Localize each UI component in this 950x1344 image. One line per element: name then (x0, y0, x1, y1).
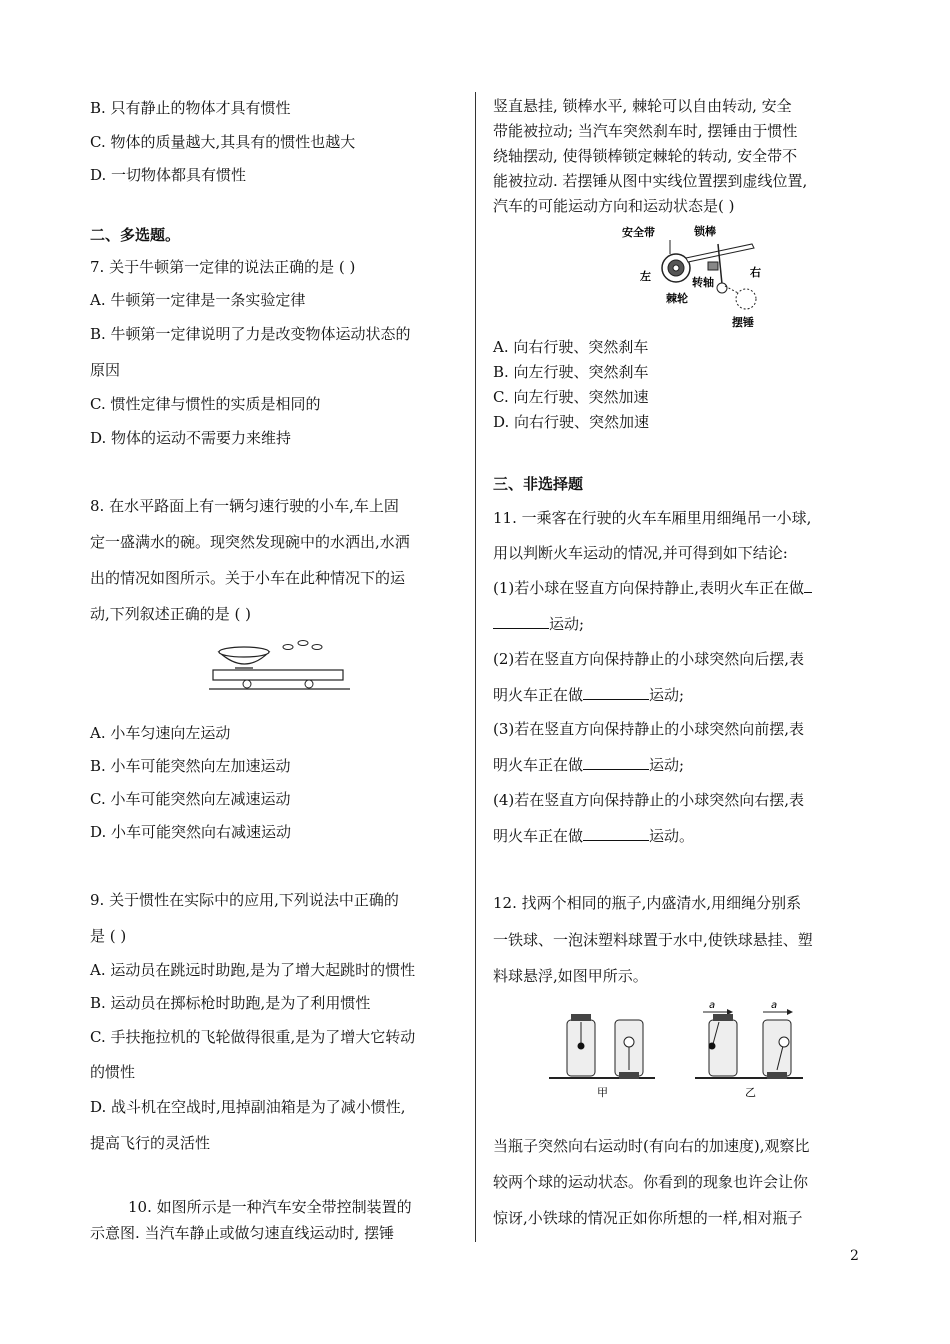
q8-stem-line2: 定一盛满水的碗。现突然发现碗中的水洒出,水洒 (90, 533, 410, 551)
q10-option-c: C. 向左行驶、突然加速 (493, 388, 649, 406)
q8-stem-line4: 动,下列叙述正确的是 ( ) (90, 605, 252, 623)
q8-stem-line1: 8. 在水平路面上有一辆匀速行驶的小车,车上固 (90, 497, 399, 515)
page-number: 2 (850, 1248, 859, 1264)
label-lock: 锁棒 (694, 225, 716, 238)
q11-blank4[interactable] (583, 826, 649, 841)
q8-option-c: C. 小车可能突然向左减速运动 (90, 790, 291, 808)
q12-text-line5: 较两个球的运动状态。你看到的现象也许会让你 (493, 1173, 809, 1191)
q12-stem-line3: 料球悬浮,如图甲所示。 (493, 967, 648, 985)
q9-stem-line1: 9. 关于惯性在实际中的应用,下列说法中正确的 (90, 891, 399, 909)
q8-stem-line3: 出的情况如图所示。关于小车在此种情况下的运 (90, 569, 406, 587)
q7-option-b-cont: 原因 (90, 361, 121, 379)
q8-option-d: D. 小车可能突然向右减速运动 (90, 823, 292, 841)
q6-option-b: B. 只有静止的物体才具有惯性 (90, 99, 291, 117)
q11-part1 (493, 578, 812, 598)
q10-stem-line2: 示意图. 当汽车静止或做匀速直线运动时, 摆锤 (90, 1224, 395, 1242)
q6-option-d: D. 一切物体都具有惯性 (90, 166, 247, 184)
q11-part4-cont (493, 826, 694, 846)
q11-part3: (3)若在竖直方向保持静止的小球突然向前摆,表 (493, 720, 805, 738)
q8-option-a: A. 小车匀速向左运动 (90, 724, 231, 742)
q11-part3-suffix: 运动; (649, 756, 685, 774)
q7-option-a: A. 牛顿第一定律是一条实验定律 (90, 291, 306, 309)
label-jia: 甲 (597, 1086, 608, 1099)
q11-part4-prefix: 明火车正在做 (493, 827, 584, 845)
q7-stem: 7. 关于牛顿第一定律的说法正确的是 ( ) (90, 258, 356, 276)
label-belt: 安全带 (622, 226, 655, 239)
q12-text-line4: 当瓶子突然向右运动时(有向右的加速度),观察比 (493, 1137, 810, 1155)
q10-option-d: D. 向右行驶、突然加速 (493, 413, 650, 431)
q9-option-d-cont: 提高飞行的灵活性 (90, 1134, 211, 1152)
q10-cont-line3: 绕轴摆动, 使得锁棒锁定棘轮的转动, 安全带不 (493, 147, 798, 165)
q8-option-b: B. 小车可能突然向左加速运动 (90, 757, 291, 775)
label-a-2: a (771, 1000, 778, 1011)
q11-part2-cont (493, 685, 684, 705)
q11-blank3[interactable] (583, 755, 649, 770)
q11-part3-cont (493, 755, 684, 775)
q9-option-d: D. 战斗机在空战时,甩掉副油箱是为了减小惯性, (90, 1098, 406, 1116)
q11-part1-suffix: 运动; (549, 615, 585, 633)
q10-cont-line4: 能被拉动. 若摆锤从图中实线位置摆到虚线位置, (493, 172, 808, 190)
label-left: 左 (640, 270, 651, 283)
q7-option-c: C. 惯性定律与惯性的实质是相同的 (90, 395, 321, 413)
q6-option-c: C. 物体的质量越大,其具有的惯性也越大 (90, 133, 356, 151)
q9-option-c-cont: 的惯性 (90, 1063, 136, 1081)
q11-stem-line1: 11. 一乘客在行驶的火车车厢里用细绳吊一小球, (493, 509, 812, 527)
q10-option-a: A. 向右行驶、突然刹车 (493, 338, 649, 356)
q11-part1-cont (493, 614, 584, 634)
q10-cont-line1: 竖直悬挂, 锁棒水平, 棘轮可以自由转动, 安全 (493, 97, 792, 115)
q10-cont-line5: 汽车的可能运动方向和运动状态是( ) (493, 197, 735, 215)
section-3-heading: 三、非选择题 (493, 475, 584, 493)
q7-option-d: D. 物体的运动不需要力来维持 (90, 429, 292, 447)
q11-part2-suffix: 运动; (649, 686, 685, 704)
q11-blank1[interactable] (493, 614, 549, 629)
q11-part2-prefix: 明火车正在做 (493, 686, 584, 704)
q11-part4: (4)若在竖直方向保持静止的小球突然向右摆,表 (493, 791, 805, 809)
label-right: 右 (750, 266, 761, 279)
q10-cont-line2: 带能被拉动; 当汽车突然刹车时, 摆锤由于惯性 (493, 122, 798, 140)
q12-stem-line2: 一铁球、一泡沫塑料球置于水中,使铁球悬挂、塑 (493, 931, 813, 949)
q10-stem-line1: 10. 如图所示是一种汽车安全带控制装置的 (128, 1198, 412, 1216)
q11-blank2[interactable] (583, 685, 649, 700)
q11-part1-text: (1)若小球在竖直方向保持静止,表明火车正在做 (493, 579, 805, 597)
q11-part2: (2)若在竖直方向保持静止的小球突然向后摆,表 (493, 650, 805, 668)
q12-stem-line1: 12. 找两个相同的瓶子,内盛清水,用细绳分别系 (493, 894, 802, 912)
label-ratchet: 棘轮 (666, 292, 688, 305)
column-divider (475, 92, 476, 1242)
q12-text-line6: 惊讶,小铁球的情况正如你所想的一样,相对瓶子 (493, 1209, 803, 1227)
q11-part4-suffix: 运动。 (649, 827, 695, 845)
q11-part3-prefix: 明火车正在做 (493, 756, 584, 774)
q7-option-b: B. 牛顿第一定律说明了力是改变物体运动状态的 (90, 325, 411, 343)
label-a-1: a (709, 1000, 716, 1011)
q9-option-c: C. 手扶拖拉机的飞轮做得很重,是为了增大它转动 (90, 1028, 416, 1046)
q11-blank1-start (804, 578, 812, 593)
q9-option-b: B. 运动员在掷标枪时助跑,是为了利用惯性 (90, 994, 371, 1012)
label-yi: 乙 (745, 1086, 756, 1099)
q9-stem-line2: 是 ( ) (90, 927, 127, 945)
q9-option-a: A. 运动员在跳远时助跑,是为了增大起跳时的惯性 (90, 961, 416, 979)
q8-cart-bowl-figure (205, 636, 355, 694)
label-axis: 转轴 (692, 276, 714, 289)
section-2-heading: 二、多选题。 (90, 226, 181, 244)
label-pendulum: 摆锤 (732, 316, 754, 329)
q10-seatbelt-figure (622, 222, 772, 332)
q12-bottles-figure (545, 1000, 810, 1100)
q11-stem-line2: 用以判断火车运动的情况,并可得到如下结论: (493, 544, 788, 562)
q10-option-b: B. 向左行驶、突然刹车 (493, 363, 649, 381)
